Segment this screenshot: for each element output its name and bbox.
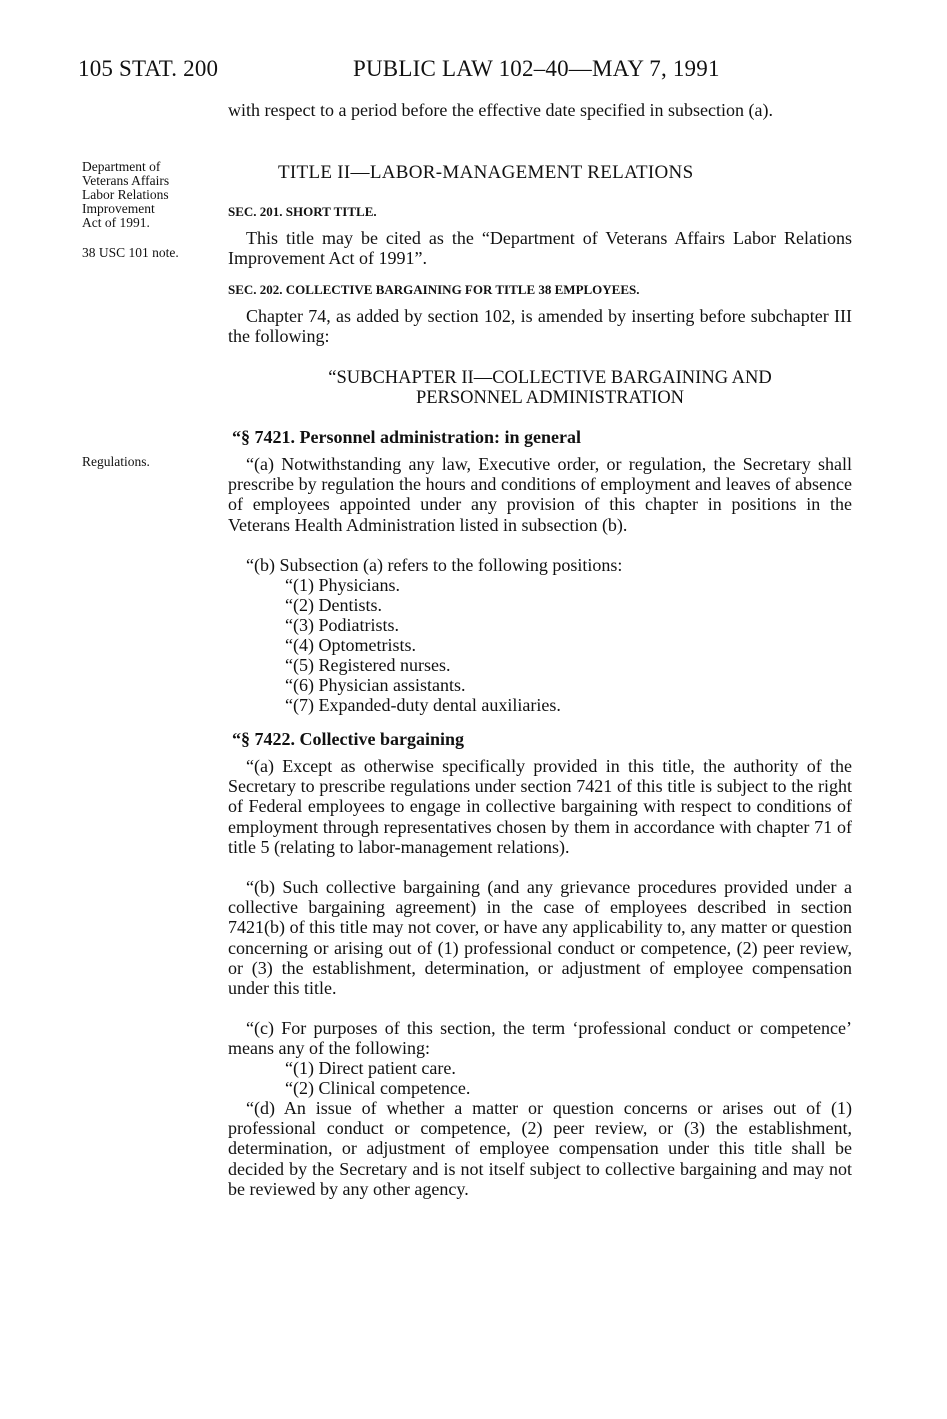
subchapter-heading xyxy=(270,368,830,408)
title-heading: TITLE II—LABOR-MANAGEMENT RELATIONS xyxy=(278,162,694,183)
section-7421-a: “(a) Notwithstanding any law, Executive order, or regulation, the Secretary shall prescribe by regulation the hours and conditions of employment and leaves of absence of employees appointed under any provision of this chapter in positions in the Veterans Health Administration listed in subsection (b). xyxy=(228,454,852,535)
margin-note-regulations: Regulations. xyxy=(82,454,150,469)
section-201-text: This title may be cited as the “Department of Veterans Affairs Labor Relations Improvement Act of 1991”. xyxy=(228,228,852,269)
margin-note-usc: 38 USC 101 note. xyxy=(82,245,179,260)
page-reference: 105 STAT. 200 xyxy=(78,56,219,81)
margin-note-line: Labor Relations xyxy=(82,187,169,202)
margin-note-act-name xyxy=(82,160,169,230)
margin-note-line: Improvement xyxy=(82,201,155,216)
margin-note-line: Department of xyxy=(82,159,161,174)
section-202-text: Chapter 74, as added by section 102, is amended by inserting before subchapter III the following: xyxy=(228,306,852,347)
section-7421-heading: “§ 7421. Personnel administration: in general xyxy=(232,427,581,447)
position-list-item: “(3) Podiatrists. xyxy=(285,615,399,635)
position-list-item: “(1) Physicians. xyxy=(285,575,400,595)
subchapter-heading-line: “SUBCHAPTER II—COLLECTIVE BARGAINING AND xyxy=(328,368,772,388)
margin-note-line: Veterans Affairs xyxy=(82,173,170,188)
margin-note-line: Act of 1991. xyxy=(82,215,150,230)
section-202-heading: SEC. 202. COLLECTIVE BARGAINING FOR TITLE 38 EMPLOYEES. xyxy=(228,282,640,297)
position-list-item: “(5) Registered nurses. xyxy=(285,655,451,675)
running-head: PUBLIC LAW 102–40—MAY 7, 1991 xyxy=(353,56,720,81)
section-7422-heading: “§ 7422. Collective bargaining xyxy=(232,729,464,749)
continuation-paragraph: with respect to a period before the effective date specified in subsection (a). xyxy=(228,100,773,120)
position-list-item: “(4) Optometrists. xyxy=(285,635,416,655)
section-201-heading: SEC. 201. SHORT TITLE. xyxy=(228,204,377,219)
subchapter-heading-line: PERSONNEL ADMINISTRATION xyxy=(415,388,685,408)
position-list-item: “(2) Dentists. xyxy=(285,595,382,615)
competence-list-item: “(1) Direct patient care. xyxy=(285,1058,456,1078)
position-list-item: “(6) Physician assistants. xyxy=(285,675,466,695)
section-7422-c: “(c) For purposes of this section, the term ‘professional conduct or competence’ means any of the following: xyxy=(228,1018,852,1059)
position-list-item: “(7) Expanded-duty dental auxiliaries. xyxy=(285,695,561,715)
section-7422-d: “(d) An issue of whether a matter or question concerns or arises out of (1) professional conduct or competence, (2) peer review, or (3) the establishment, determination, or adjustment of employee compensation under this title shall be decided by the Secretary and is not itself subject to collective bargaining and may not be reviewed by any other agency. xyxy=(228,1098,852,1199)
section-7422-a: “(a) Except as otherwise specifically provided in this title, the authority of the Secretary to prescribe regulations under section 7421 of this title is subject to the right of Federal employees to engage in collective bargaining with respect to conditions of employment through representatives chosen by them in accordance with chapter 71 of title 5 (relating to labor-management relations). xyxy=(228,756,852,857)
section-7421-b: “(b) Subsection (a) refers to the following positions: xyxy=(246,555,623,575)
section-7422-b: “(b) Such collective bargaining (and any grievance procedures provided under a collective bargaining agreement) in the case of employees described in section 7421(b) of this title may not cover, or have any applicability to, any matter or question concerning or arising out of (1) professional conduct or competence, (2) peer review, or (3) the establishment, determination, or adjustment of employee compensation under this title. xyxy=(228,877,852,999)
competence-list-item: “(2) Clinical competence. xyxy=(285,1078,471,1098)
